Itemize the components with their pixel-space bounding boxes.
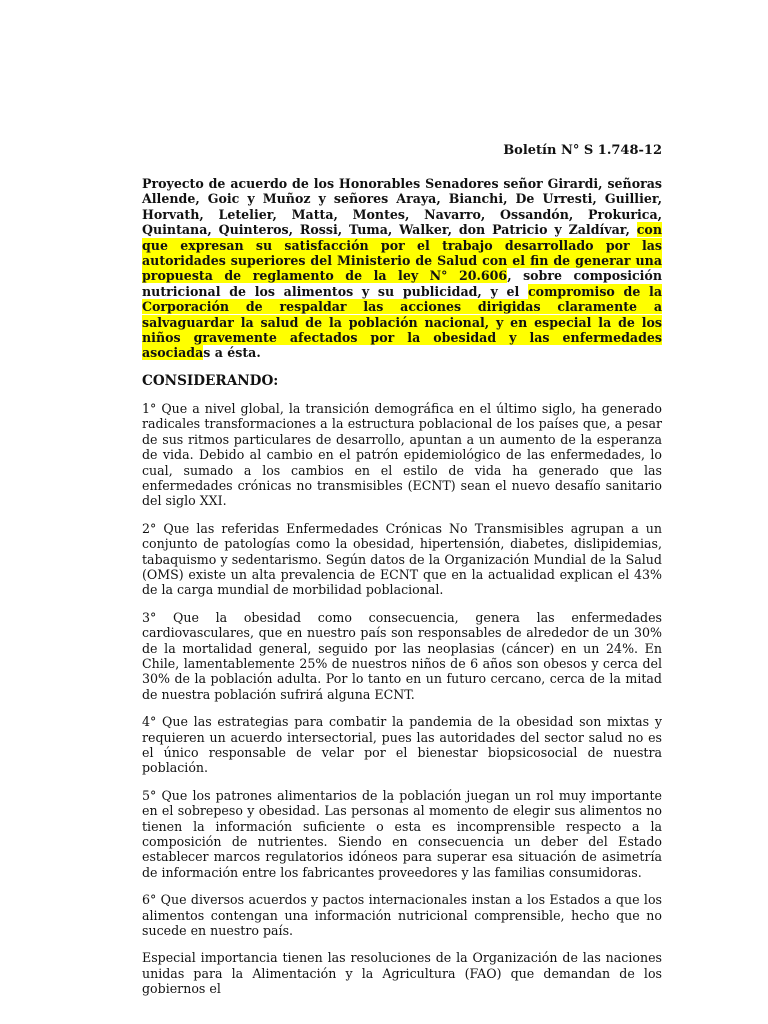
document-body [142, 143, 662, 1009]
paragraph-4: 4° Que las estrategias para combatir la pandemia de la obesidad son mixtas y requieren un acuerdo intersectorial, pues las autoridades del sector salud no es el único responsable de velar por el bienestar biopsicosocial de nuestra población. [142, 714, 662, 776]
intro-text-part1: Proyecto de acuerdo de los Honorables Senadores señor Girardi, señoras Allende, Goic y Muñoz y señores Araya, Bianchi, De Urresti, Guillier, Horvath, Letelier, Matta, Montes, Navarro, Ossandón, Prokurica, Quintana, Quinteros, Rossi, Tuma, Walker, don Patricio y Zaldívar, [142, 176, 662, 238]
paragraph-2: 2° Que las referidas Enfermedades Crónicas No Transmisibles agrupan a un conjunto de patologías como la obesidad, hipertensión, diabetes, dislipidemias, tabaquismo y sedentarismo. Según datos de la Organización Mundial de la Salud (OMS) existe un alta prevalencia de ECNT que en la actualidad explican el 43% de la carga mundial de morbilidad poblacional. [142, 520, 662, 598]
intro-highlight-1: con que expresan su satisfacción por el trabajo desarrollado por las autoridades superiores del Ministerio de Salud con el fin de generar una propuesta de reglamento de la ley N° 20.606 [142, 222, 662, 284]
intro-paragraph [142, 176, 662, 361]
bulletin-number: Boletín N° S 1.748-12 [503, 143, 662, 158]
paragraph-1: 1° Que a nivel global, la transición demográfica en el último siglo, ha generado radicales transformaciones a la estructura poblacional de los países que, a pesar de sus ritmos particulares de desarrollo, apuntan a un aumento de la esperanza de vida. Debido al cambio en el patrón epidemiológico de las enfermedades, lo cual, sumado a los cambios en el estilo de vida ha generado que las enfermedades crónicas no transmisibles (ECNT) sean el nuevo desafío sanitario del siglo XXI. [142, 400, 662, 509]
paragraph-6: 6° Que diversos acuerdos y pactos internacionales instan a los Estados a que los alimentos contengan una información nutricional comprensible, hecho que no sucede en nuestro país. [142, 892, 662, 939]
paragraph-7: Especial importancia tienen las resoluciones de la Organización de las naciones unidas para la Alimentación y la Agricultura (FAO) que demandan de los gobiernos el [142, 950, 662, 997]
paragraph-3: 3° Que la obesidad como consecuencia, genera las enfermedades cardiovasculares, que en nuestro país son responsables de alrededor de un 30% de la mortalidad general, seguido por las neoplasias (cáncer) en un 24%. En Chile, lamentablemente 25% de nuestros niños de 6 años son obesos y cerca del 30% de la población adulta. Por lo tanto en un futuro cercano, cerca de la mitad de nuestra población sufrirá alguna ECNT. [142, 609, 662, 702]
intro-text-part2: , sobre composición nutricional de los alimentos y su publicidad, y el [142, 268, 662, 299]
intro-text-part3: s a ésta. [203, 345, 261, 361]
paragraph-5: 5° Que los patrones alimentarios de la población juegan un rol muy importante en el sobrepeso y obesidad. Las personas al momento de elegir sus alimentos no tienen la información suficiente o esta es incomprensible respecto a la composición de nutrientes. Siendo en consecuencia un deber del Estado establecer marcos regulatorios idóneos para superar esa situación de asimetría de información entre los fabricantes proveedores y las familias consumidoras. [142, 787, 662, 880]
intro-highlight-2: compromiso de la Corporación de respaldar las acciones dirigidas claramente a salvaguardar la salud de la población nacional, y en especial la de los niños gravemente afectados por la obesidad y las enfermedades asociada [142, 283, 662, 361]
section-heading: CONSIDERANDO: [142, 372, 279, 389]
